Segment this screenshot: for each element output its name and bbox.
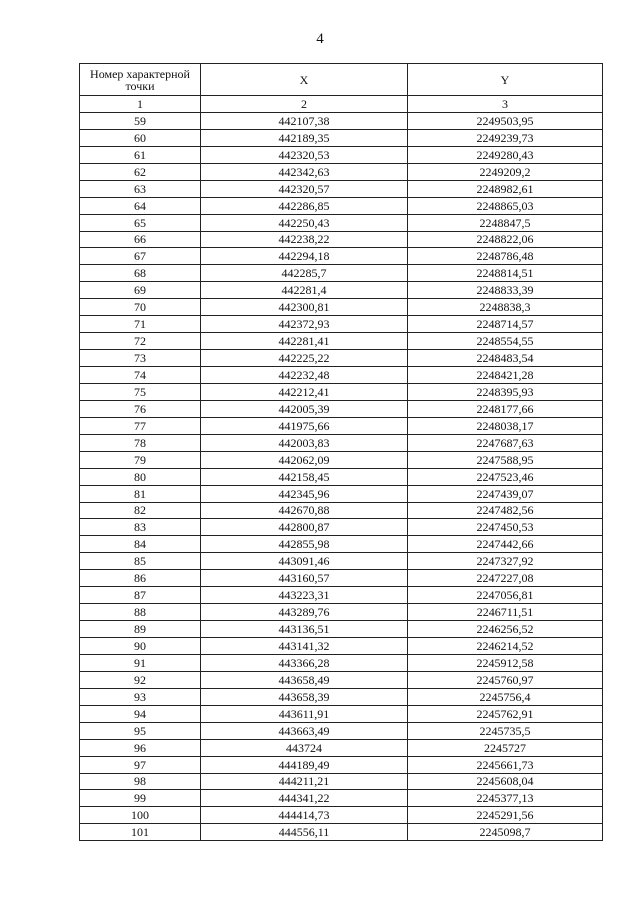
point-number-cell: 59 (80, 112, 201, 129)
y-coordinate-cell: 2246214,52 (408, 638, 603, 655)
x-coordinate-cell: 442320,57 (201, 180, 408, 197)
y-coordinate-cell: 2248177,66 (408, 400, 603, 417)
table-row (80, 688, 603, 705)
x-coordinate-cell: 442281,41 (201, 333, 408, 350)
point-number-cell: 88 (80, 604, 201, 621)
y-coordinate-cell: 2245912,58 (408, 654, 603, 671)
y-coordinate-cell: 2248395,93 (408, 383, 603, 400)
point-number-cell: 69 (80, 282, 201, 299)
y-coordinate-cell: 2248714,57 (408, 316, 603, 333)
table-row (80, 485, 603, 502)
point-number-cell: 92 (80, 671, 201, 688)
point-number-cell: 100 (80, 807, 201, 824)
x-coordinate-cell: 442062,09 (201, 451, 408, 468)
point-number-cell: 62 (80, 163, 201, 180)
x-coordinate-cell: 442212,41 (201, 383, 408, 400)
column-index-cell: 3 (408, 96, 603, 113)
x-coordinate-cell: 444414,73 (201, 807, 408, 824)
table-row (80, 316, 603, 333)
y-coordinate-cell: 2245291,56 (408, 807, 603, 824)
x-coordinate-cell: 443663,49 (201, 722, 408, 739)
x-coordinate-cell: 442003,83 (201, 434, 408, 451)
x-coordinate-cell: 442372,93 (201, 316, 408, 333)
y-coordinate-cell: 2245756,4 (408, 688, 603, 705)
point-number-cell: 77 (80, 417, 201, 434)
x-coordinate-cell: 442005,39 (201, 400, 408, 417)
table-row (80, 333, 603, 350)
table-row (80, 807, 603, 824)
point-number-cell: 65 (80, 214, 201, 231)
x-coordinate-cell: 443141,32 (201, 638, 408, 655)
x-coordinate-cell: 442670,88 (201, 502, 408, 519)
y-coordinate-cell: 2245377,13 (408, 790, 603, 807)
point-number-cell: 95 (80, 722, 201, 739)
table-row (80, 231, 603, 248)
table-row (80, 502, 603, 519)
point-number-cell: 97 (80, 756, 201, 773)
table-row (80, 400, 603, 417)
x-coordinate-cell: 442294,18 (201, 248, 408, 265)
table-row (80, 790, 603, 807)
coordinates-table (79, 63, 603, 841)
x-coordinate-cell: 442320,53 (201, 146, 408, 163)
x-coordinate-cell: 442300,81 (201, 299, 408, 316)
table-row (80, 722, 603, 739)
table-row (80, 553, 603, 570)
y-coordinate-cell: 2248822,06 (408, 231, 603, 248)
column-index-cell: 2 (201, 96, 408, 113)
x-coordinate-cell: 443289,76 (201, 604, 408, 621)
point-number-cell: 75 (80, 383, 201, 400)
table-row (80, 468, 603, 485)
table-row (80, 214, 603, 231)
y-coordinate-cell: 2245661,73 (408, 756, 603, 773)
x-coordinate-cell: 443136,51 (201, 621, 408, 638)
x-coordinate-cell: 443223,31 (201, 587, 408, 604)
table-row (80, 146, 603, 163)
y-coordinate-cell: 2247056,81 (408, 587, 603, 604)
x-coordinate-cell: 442281,4 (201, 282, 408, 299)
header-point-number: Номер характерной точки (80, 64, 201, 96)
point-number-cell: 99 (80, 790, 201, 807)
y-coordinate-cell: 2248814,51 (408, 265, 603, 282)
x-coordinate-cell: 443658,49 (201, 671, 408, 688)
point-number-cell: 90 (80, 638, 201, 655)
table-row (80, 112, 603, 129)
point-number-cell: 89 (80, 621, 201, 638)
y-coordinate-cell: 2245735,5 (408, 722, 603, 739)
x-coordinate-cell: 444211,21 (201, 773, 408, 790)
y-coordinate-cell: 2247588,95 (408, 451, 603, 468)
point-number-cell: 82 (80, 502, 201, 519)
table-row (80, 163, 603, 180)
table-row (80, 638, 603, 655)
y-coordinate-cell: 2245098,7 (408, 824, 603, 841)
y-coordinate-cell: 2247450,53 (408, 519, 603, 536)
x-coordinate-cell: 442107,38 (201, 112, 408, 129)
y-coordinate-cell: 2249280,43 (408, 146, 603, 163)
x-coordinate-cell: 443658,39 (201, 688, 408, 705)
x-coordinate-cell: 442286,85 (201, 197, 408, 214)
point-number-cell: 81 (80, 485, 201, 502)
y-coordinate-cell: 2249503,95 (408, 112, 603, 129)
point-number-cell: 64 (80, 197, 201, 214)
y-coordinate-cell: 2246711,51 (408, 604, 603, 621)
table-row (80, 604, 603, 621)
y-coordinate-cell: 2248786,48 (408, 248, 603, 265)
y-coordinate-cell: 2245762,91 (408, 705, 603, 722)
table-row (80, 129, 603, 146)
point-number-cell: 94 (80, 705, 201, 722)
x-coordinate-cell: 444341,22 (201, 790, 408, 807)
column-index-row (80, 96, 603, 113)
table-row (80, 367, 603, 384)
table-row (80, 451, 603, 468)
point-number-cell: 86 (80, 570, 201, 587)
y-coordinate-cell: 2247439,07 (408, 485, 603, 502)
point-number-cell: 72 (80, 333, 201, 350)
y-coordinate-cell: 2245760,97 (408, 671, 603, 688)
point-number-cell: 61 (80, 146, 201, 163)
table-row (80, 417, 603, 434)
point-number-cell: 66 (80, 231, 201, 248)
y-coordinate-cell: 2248421,28 (408, 367, 603, 384)
table-row (80, 383, 603, 400)
table-row (80, 671, 603, 688)
table-row (80, 587, 603, 604)
x-coordinate-cell: 442855,98 (201, 536, 408, 553)
point-number-cell: 68 (80, 265, 201, 282)
x-coordinate-cell: 443366,28 (201, 654, 408, 671)
y-coordinate-cell: 2248847,5 (408, 214, 603, 231)
table-row (80, 739, 603, 756)
table-row (80, 282, 603, 299)
table-row (80, 265, 603, 282)
x-coordinate-cell: 444189,49 (201, 756, 408, 773)
point-number-cell: 85 (80, 553, 201, 570)
point-number-cell: 98 (80, 773, 201, 790)
page-number: 4 (316, 31, 324, 47)
table-row (80, 248, 603, 265)
point-number-cell: 71 (80, 316, 201, 333)
y-coordinate-cell: 2247442,66 (408, 536, 603, 553)
table-row (80, 824, 603, 841)
y-coordinate-cell: 2249239,73 (408, 129, 603, 146)
point-number-cell: 67 (80, 248, 201, 265)
point-number-cell: 78 (80, 434, 201, 451)
point-number-cell: 70 (80, 299, 201, 316)
y-coordinate-cell: 2246256,52 (408, 621, 603, 638)
x-coordinate-cell: 444556,11 (201, 824, 408, 841)
point-number-cell: 73 (80, 350, 201, 367)
y-coordinate-cell: 2245727 (408, 739, 603, 756)
y-coordinate-cell: 2248982,61 (408, 180, 603, 197)
x-coordinate-cell: 442250,43 (201, 214, 408, 231)
x-coordinate-cell: 443611,91 (201, 705, 408, 722)
table-row (80, 197, 603, 214)
point-number-cell: 96 (80, 739, 201, 756)
point-number-cell: 63 (80, 180, 201, 197)
header-row (80, 64, 603, 96)
table-row (80, 350, 603, 367)
point-number-cell: 93 (80, 688, 201, 705)
y-coordinate-cell: 2247687,63 (408, 434, 603, 451)
point-number-cell: 91 (80, 654, 201, 671)
point-number-cell: 60 (80, 129, 201, 146)
x-coordinate-cell: 443091,46 (201, 553, 408, 570)
x-coordinate-cell: 442225,22 (201, 350, 408, 367)
table-row (80, 536, 603, 553)
y-coordinate-cell: 2247523,46 (408, 468, 603, 485)
table-row (80, 519, 603, 536)
point-number-cell: 84 (80, 536, 201, 553)
table-row (80, 773, 603, 790)
x-coordinate-cell: 442342,63 (201, 163, 408, 180)
table-row (80, 654, 603, 671)
x-coordinate-cell: 442232,48 (201, 367, 408, 384)
x-coordinate-cell: 442345,96 (201, 485, 408, 502)
table-row (80, 299, 603, 316)
x-coordinate-cell: 442238,22 (201, 231, 408, 248)
x-coordinate-cell: 443724 (201, 739, 408, 756)
y-coordinate-cell: 2245608,04 (408, 773, 603, 790)
y-coordinate-cell: 2248833,39 (408, 282, 603, 299)
point-number-cell: 101 (80, 824, 201, 841)
x-coordinate-cell: 442285,7 (201, 265, 408, 282)
header-x: X (201, 64, 408, 96)
y-coordinate-cell: 2248038,17 (408, 417, 603, 434)
point-number-cell: 80 (80, 468, 201, 485)
point-number-cell: 83 (80, 519, 201, 536)
y-coordinate-cell: 2248838,3 (408, 299, 603, 316)
x-coordinate-cell: 442158,45 (201, 468, 408, 485)
table-row (80, 180, 603, 197)
table-row (80, 621, 603, 638)
table-row (80, 705, 603, 722)
x-coordinate-cell: 441975,66 (201, 417, 408, 434)
y-coordinate-cell: 2247227,08 (408, 570, 603, 587)
table-row (80, 756, 603, 773)
table-row (80, 434, 603, 451)
y-coordinate-cell: 2247482,56 (408, 502, 603, 519)
point-number-cell: 74 (80, 367, 201, 384)
point-number-cell: 79 (80, 451, 201, 468)
y-coordinate-cell: 2248865,03 (408, 197, 603, 214)
y-coordinate-cell: 2248554,55 (408, 333, 603, 350)
x-coordinate-cell: 442189,35 (201, 129, 408, 146)
x-coordinate-cell: 442800,87 (201, 519, 408, 536)
table-row (80, 570, 603, 587)
y-coordinate-cell: 2249209,2 (408, 163, 603, 180)
point-number-cell: 87 (80, 587, 201, 604)
y-coordinate-cell: 2248483,54 (408, 350, 603, 367)
y-coordinate-cell: 2247327,92 (408, 553, 603, 570)
column-index-cell: 1 (80, 96, 201, 113)
x-coordinate-cell: 443160,57 (201, 570, 408, 587)
point-number-cell: 76 (80, 400, 201, 417)
header-y: Y (408, 64, 603, 96)
